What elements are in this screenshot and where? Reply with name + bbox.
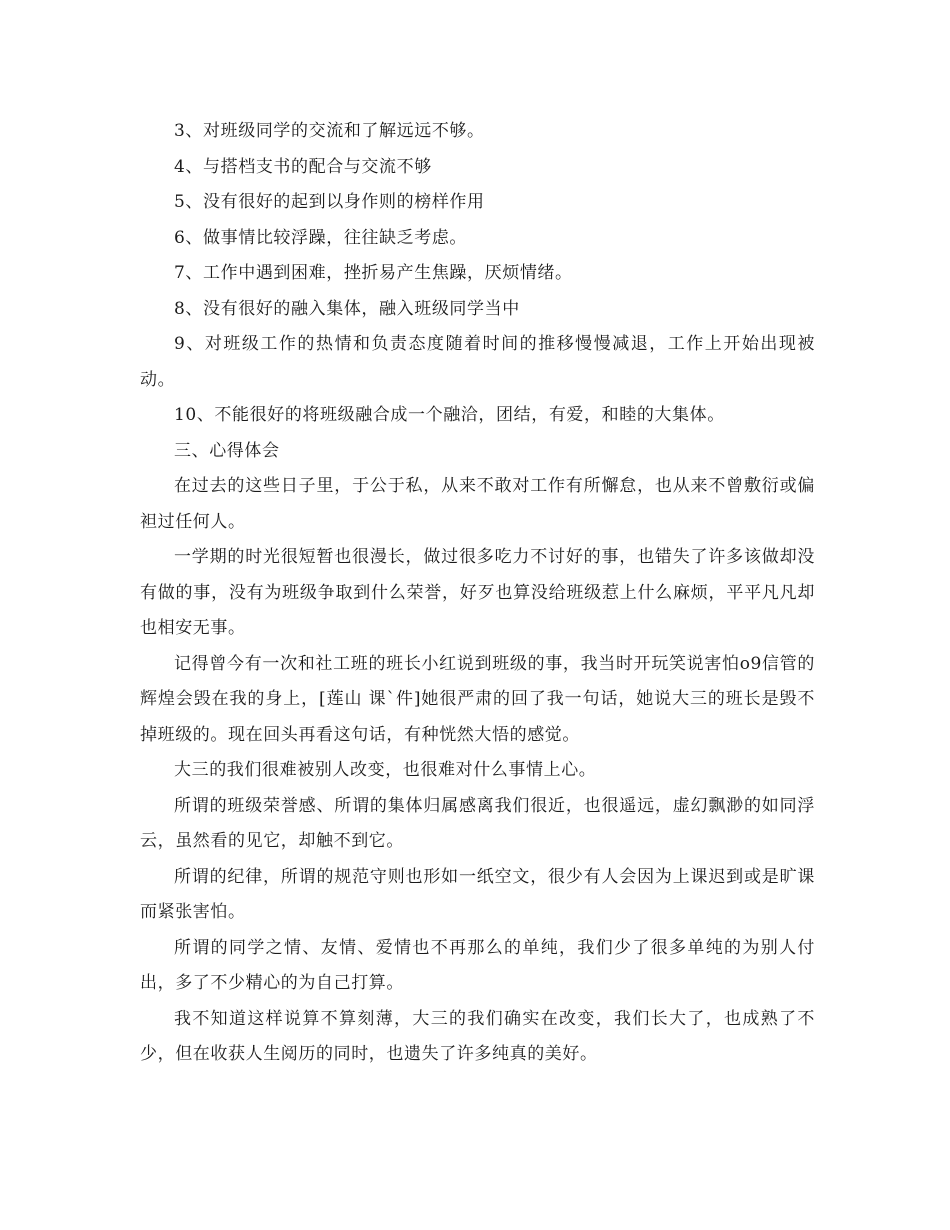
- paragraph: 7、工作中遇到困难，挫折易产生焦躁，厌烦情绪。: [174, 263, 573, 283]
- paragraph: 6、做事情比较浮躁，往往缺乏考虑。: [174, 227, 468, 248]
- paragraph: 大三的我们很难被别人改变，也很难对什么事情上心。: [174, 760, 597, 780]
- paragraph: 记得曾今有一次和社工班的班长小红说到班级的事，我当时开玩笑说害怕o9信管的辉煌会毁在我的身上，[莲山 课`件]她很严肃的回了我一句话，她说大三的班长是毁不掉班级的。现在回头再看这句话，有种恍然大悟的感觉。: [140, 653, 815, 745]
- paragraph: 8、没有很好的融入集体，融入班级同学当中: [174, 298, 520, 319]
- paragraph: 所谓的班级荣誉感、所谓的集体归属感离我们很近，也很遥远，虚幻飘渺的如同浮云，虽然看的见它，却触不到它。: [140, 795, 815, 851]
- paragraph: 我不知道这样说算不算刻薄，大三的我们确实在改变，我们长大了，也成熟了不少，但在收获人生阅历的同时，也遗失了许多纯真的美好。: [140, 1008, 815, 1064]
- paragraph: 10、不能很好的将班级融合成一个融洽，团结，有爱，和睦的大集体。: [174, 405, 725, 425]
- paragraph: 在过去的这些日子里，于公于私，从来不敢对工作有所懈怠，也从来不曾敷衍或偏袒过任何人。: [140, 476, 815, 532]
- paragraph: 9、对班级工作的热情和负责态度随着时间的推移慢慢减退，工作上开始出现被动。: [140, 334, 815, 390]
- section-heading: 三、心得体会: [174, 440, 280, 461]
- paragraph: 5、没有很好的起到以身作则的榜样作用: [174, 192, 485, 212]
- paragraph: 一学期的时光很短暂也很漫长，做过很多吃力不讨好的事，也错失了许多该做却没有做的事，没有为班级争取到什么荣誉，好歹也算没给班级惹上什么麻烦，平平凡凡却也相安无事。: [140, 547, 815, 638]
- paragraph: 4、与搭档支书的配合与交流不够: [174, 156, 432, 177]
- document-body: [140, 114, 815, 1073]
- paragraph: 所谓的同学之情、友情、爱情也不再那么的单纯，我们少了很多单纯的为别人付出，多了不少精心的为自己打算。: [140, 937, 815, 993]
- paragraph: 3、对班级同学的交流和了解远远不够。: [174, 121, 485, 141]
- paragraph: 所谓的纪律，所谓的规范守则也形如一纸空文，很少有人会因为上课迟到或是旷课而紧张害怕。: [140, 866, 815, 922]
